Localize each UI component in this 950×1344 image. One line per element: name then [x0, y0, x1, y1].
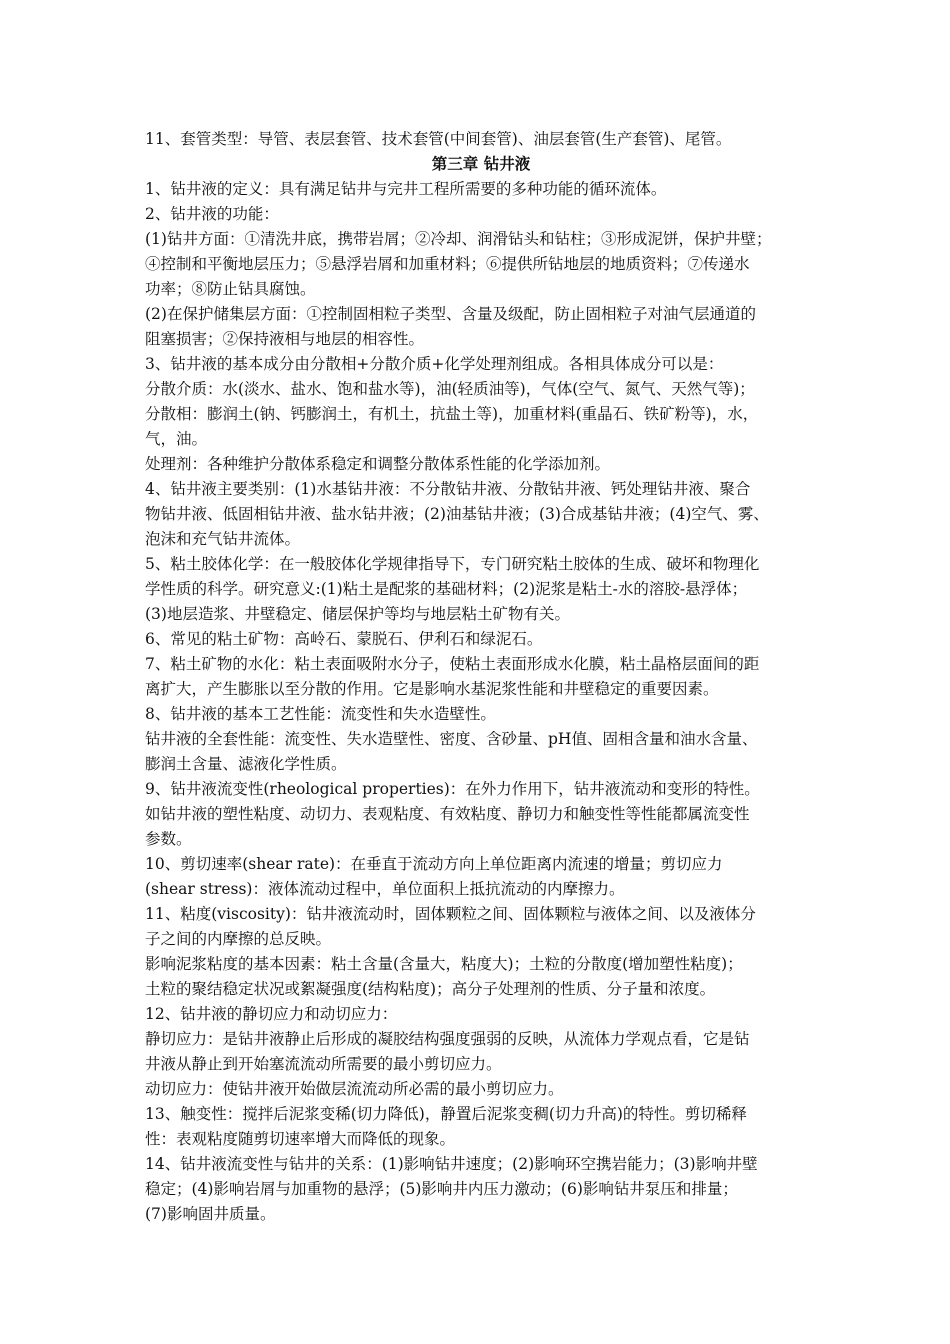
text-line: 14、钻井液流变性与钻井的关系：(1)影响钻井速度；(2)影响环空携岩能力；(3)影响井壁 [145, 1155, 758, 1173]
text-line: (7)影响固井质量。 [145, 1205, 276, 1223]
text-line: 1、钻井液的定义：具有满足钻井与完井工程所需要的多种功能的循环流体。 [145, 180, 667, 198]
text-line: 12、钻井液的静切应力和动切应力： [145, 1005, 398, 1023]
text-line: 13、触变性：搅拌后泥浆变稀(切力降低)，静置后泥浆变稠(切力升高)的特性。剪切稀释 [145, 1105, 747, 1123]
text-line: 气，油。 [145, 430, 208, 448]
text-line: (shear stress)：液体流动过程中，单位面积上抵抗流动的内摩擦力。 [145, 880, 625, 898]
text-line: 处理剂：各种维护分散体系稳定和调整分散体系性能的化学添加剂。 [145, 455, 611, 473]
intro-line: 11、套管类型：导管、表层套管、技术套管(中间套管)、油层套管(生产套管)、尾管。 [145, 130, 732, 148]
text-line: 影响泥浆粘度的基本因素：粘土含量(含量大，粘度大)；土粒的分散度(增加塑性粘度)； [145, 955, 743, 973]
text-line: 分散介质：水(淡水、盐水、饱和盐水等)，油(轻质油等)，气体(空气、氮气、天然气等)； [145, 380, 755, 398]
text-line: 土粒的聚结稳定状况或絮凝强度(结构粘度)；高分子处理剂的性质、分子量和浓度。 [145, 980, 716, 998]
chapter-title: 第三章 钻井液 [431, 155, 531, 173]
text-line: 11、粘度(viscosity)：钻井液流动时，固体颗粒之间、固体颗粒与液体之间、以及液体分 [145, 905, 756, 923]
text-line: 4、钻井液主要类别：(1)水基钻井液：不分散钻井液、分散钻井液、钙处理钻井液、聚合 [145, 480, 751, 498]
text-line: (2)在保护储集层方面：①控制固相粒子类型、含量及级配，防止固相粒子对油气层通道的 [145, 305, 756, 323]
text-line: 动切应力：使钻井液开始做层流流动所必需的最小剪切应力。 [145, 1080, 564, 1098]
text-line: 物钻井液、低固相钻井液、盐水钻井液；(2)油基钻井液；(3)合成基钻井液；(4)空气、雾、 [145, 505, 769, 523]
text-line: (3)地层造浆、井壁稳定、储层保护等均与地层粘土矿物有关。 [145, 605, 570, 623]
text-line: 学性质的科学。研究意义:(1)粘土是配浆的基础材料；(2)泥浆是粘土-水的溶胶-悬浮体； [145, 580, 748, 598]
text-line: 如钻井液的塑性粘度、动切力、表观粘度、有效粘度、静切力和触变性等性能都属流变性 [145, 805, 750, 823]
text-line: 8、钻井液的基本工艺性能：流变性和失水造壁性。 [145, 705, 496, 723]
paragraph-lines [145, 177, 817, 1227]
text-line: (1)钻井方面：①清洗井底，携带岩屑；②冷却、润滑钻头和钻柱；③形成泥饼，保护井壁； [145, 230, 772, 248]
text-line: 10、剪切速率(shear rate)：在垂直于流动方向上单位距离内流速的增量；剪切应力 [145, 855, 723, 873]
text-line: 离扩大，产生膨胀以至分散的作用。它是影响水基泥浆性能和井壁稳定的重要因素。 [145, 680, 719, 698]
text-line: 钻井液的全套性能：流变性、失水造壁性、密度、含砂量、pH值、固相含量和油水含量、 [145, 730, 758, 748]
text-line: 静切应力：是钻井液静止后形成的凝胶结构强度强弱的反映，从流体力学观点看，它是钻 [145, 1030, 750, 1048]
text-line: 稳定；(4)影响岩屑与加重物的悬浮；(5)影响井内压力激动；(6)影响钻井泵压和排量； [145, 1180, 738, 1198]
text-line: 子之间的内摩擦的总反映。 [145, 930, 332, 948]
text-line: 性：表观粘度随剪切速率增大而降低的现象。 [145, 1130, 456, 1148]
document-body [145, 127, 817, 1227]
text-line: 功率；⑧防止钻具腐蚀。 [145, 280, 316, 298]
text-line: 泡沫和充气钻井流体。 [145, 530, 301, 548]
text-line: 参数。 [145, 830, 192, 848]
text-line: 5、粘土胶体化学：在一般胶体化学规律指导下，专门研究粘土胶体的生成、破坏和物理化 [145, 555, 760, 573]
text-line: 6、常见的粘土矿物：高岭石、蒙脱石、伊利石和绿泥石。 [145, 630, 543, 648]
text-line: 2、钻井液的功能： [145, 205, 279, 223]
text-line: ④控制和平衡地层压力；⑤悬浮岩屑和加重材料；⑥提供所钻地层的地质资料；⑦传递水 [145, 255, 750, 273]
text-line: 分散相：膨润土(钠、钙膨润土，有机土，抗盐土等)，加重材料(重晶石、铁矿粉等)，水， [145, 405, 759, 423]
text-line: 7、粘土矿物的水化：粘土表面吸附水分子，使粘土表面形成水化膜，粘土晶格层面间的距 [145, 655, 760, 673]
text-line: 3、钻井液的基本成分由分散相+分散介质+化学处理剂组成。各相具体成分可以是： [145, 355, 724, 373]
text-line: 9、钻井液流变性(rheological properties)：在外力作用下，钻井液流动和变形的特性。 [145, 780, 760, 798]
text-line: 膨润土含量、滤液化学性质。 [145, 755, 347, 773]
text-line: 井液从静止到开始塞流流动所需要的最小剪切应力。 [145, 1055, 502, 1073]
text-line: 阻塞损害；②保持液相与地层的相容性。 [145, 330, 425, 348]
